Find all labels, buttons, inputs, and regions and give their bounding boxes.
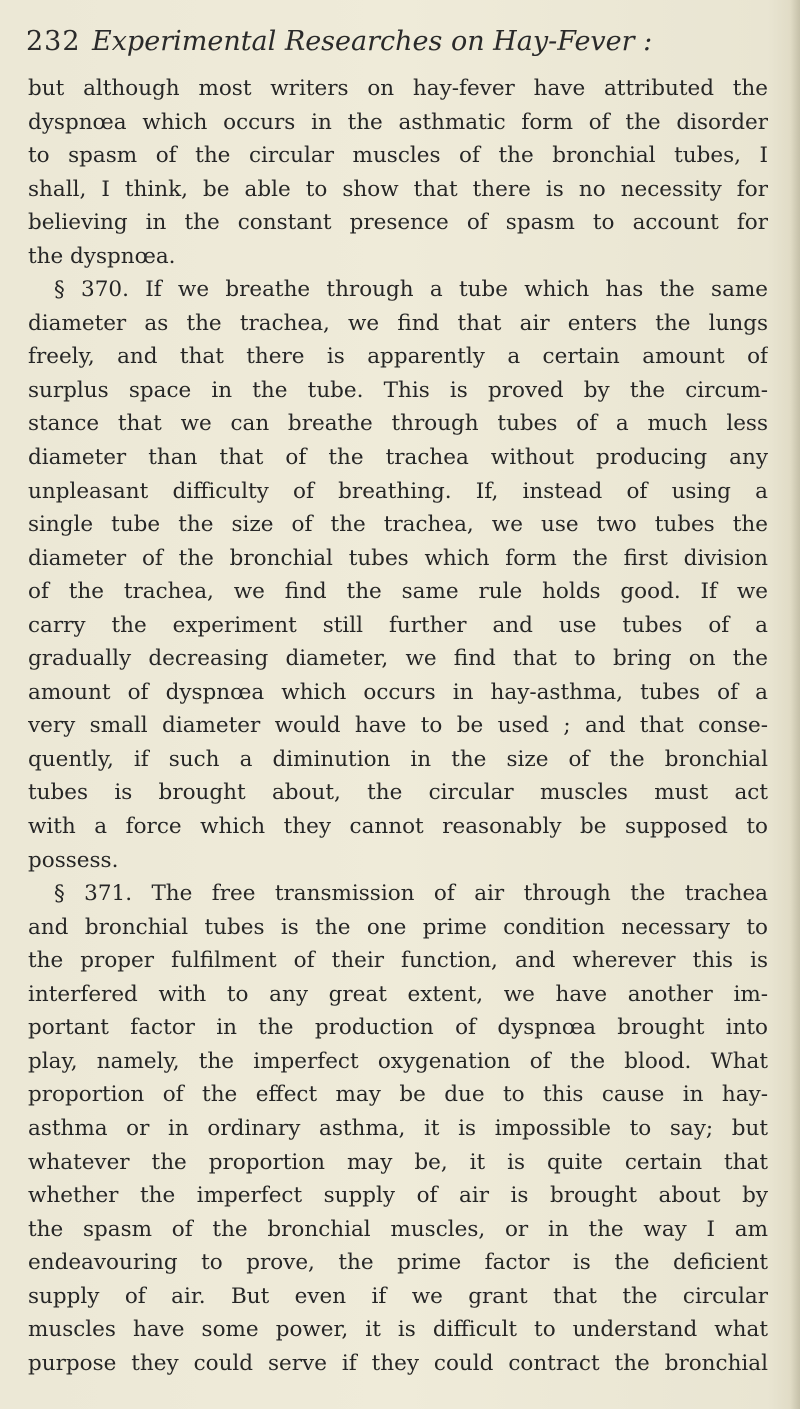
page-edge-shadow: [790, 0, 800, 1409]
text-line: diameter of the bronchial tubes which form the first division: [28, 545, 768, 571]
text-line: the spasm of the bronchial muscles, or in the way I am: [28, 1216, 768, 1242]
text-line: muscles have some power, it is difficult to understand what: [28, 1317, 768, 1343]
page-header: [26, 14, 766, 70]
text-line: whatever the proportion may be, it is quite certain that: [28, 1149, 768, 1175]
text-line: whether the imperfect supply of air is brought about by: [28, 1183, 768, 1209]
text-line: supply of air. But even if we grant that the circular: [28, 1283, 768, 1309]
text-line: gradually decreasing diameter, we find that to bring on the: [28, 646, 768, 672]
text-line: the dyspnœa.: [28, 243, 176, 269]
text-line: diameter than that of the trachea without producing any: [28, 445, 768, 471]
body-text: [28, 72, 768, 1380]
text-line: play, namely, the imperfect oxygenation of the blood. What: [28, 1048, 768, 1074]
text-line: and bronchial tubes is the one prime condition necessary to: [28, 914, 768, 940]
text-line: proportion of the effect may be due to this cause in hay-: [28, 1082, 768, 1108]
text-line: shall, I think, be able to show that there is no necessity for: [28, 176, 768, 202]
text-line: endeavouring to prove, the prime factor is the deficient: [28, 1250, 768, 1276]
section-370-start: § 370. If we breathe through a tube which has the same: [54, 277, 768, 303]
page-number: 232: [26, 26, 81, 57]
text-line: single tube the size of the trachea, we use two tubes the: [28, 512, 768, 538]
text-line: carry the experiment still further and use tubes of a: [28, 612, 768, 638]
text-line: purpose they could serve if they could contract the bronchial: [28, 1350, 768, 1376]
text-line: quently, if such a diminution in the size of the bronchial: [28, 746, 768, 772]
text-line: of the trachea, we find the same rule holds good. If we: [28, 579, 768, 605]
text-line: freely, and that there is apparently a certain amount of: [28, 344, 768, 370]
text-line: believing in the constant presence of spasm to account for: [28, 210, 768, 236]
text-line: surplus space in the tube. This is proved by the circum-: [28, 377, 768, 403]
text-line: tubes is brought about, the circular muscles must act: [28, 780, 768, 806]
text-line: interfered with to any great extent, we have another im-: [28, 981, 768, 1007]
running-title: Experimental Researches on Hay-Fever :: [92, 26, 653, 57]
section-371-start: § 371. The free transmission of air through the trachea: [54, 881, 768, 907]
text-line: very small diameter would have to be used ; and that conse-: [28, 713, 768, 739]
text-line: to spasm of the circular muscles of the bronchial tubes, I: [28, 143, 768, 169]
text-line: dyspnœa which occurs in the asthmatic form of the disorder: [28, 109, 768, 135]
text-line: portant factor in the production of dyspnœa brought into: [28, 1015, 768, 1041]
text-line: asthma or in ordinary asthma, it is impossible to say; but: [28, 1115, 768, 1141]
text-line: but although most writers on hay-fever have attributed the: [28, 76, 768, 101]
text-line: amount of dyspnœa which occurs in hay-asthma, tubes of a: [28, 679, 768, 705]
text-line: unpleasant difficulty of breathing. If, instead of using a: [28, 478, 768, 504]
text-line: stance that we can breathe through tubes of a much less: [28, 411, 768, 437]
text-line: diameter as the trachea, we find that air enters the lungs: [28, 310, 768, 336]
text-line: with a force which they cannot reasonably be supposed to: [28, 814, 768, 840]
text-line: the proper fulfilment of their function, and wherever this is: [28, 948, 768, 974]
text-line: possess.: [28, 847, 119, 873]
